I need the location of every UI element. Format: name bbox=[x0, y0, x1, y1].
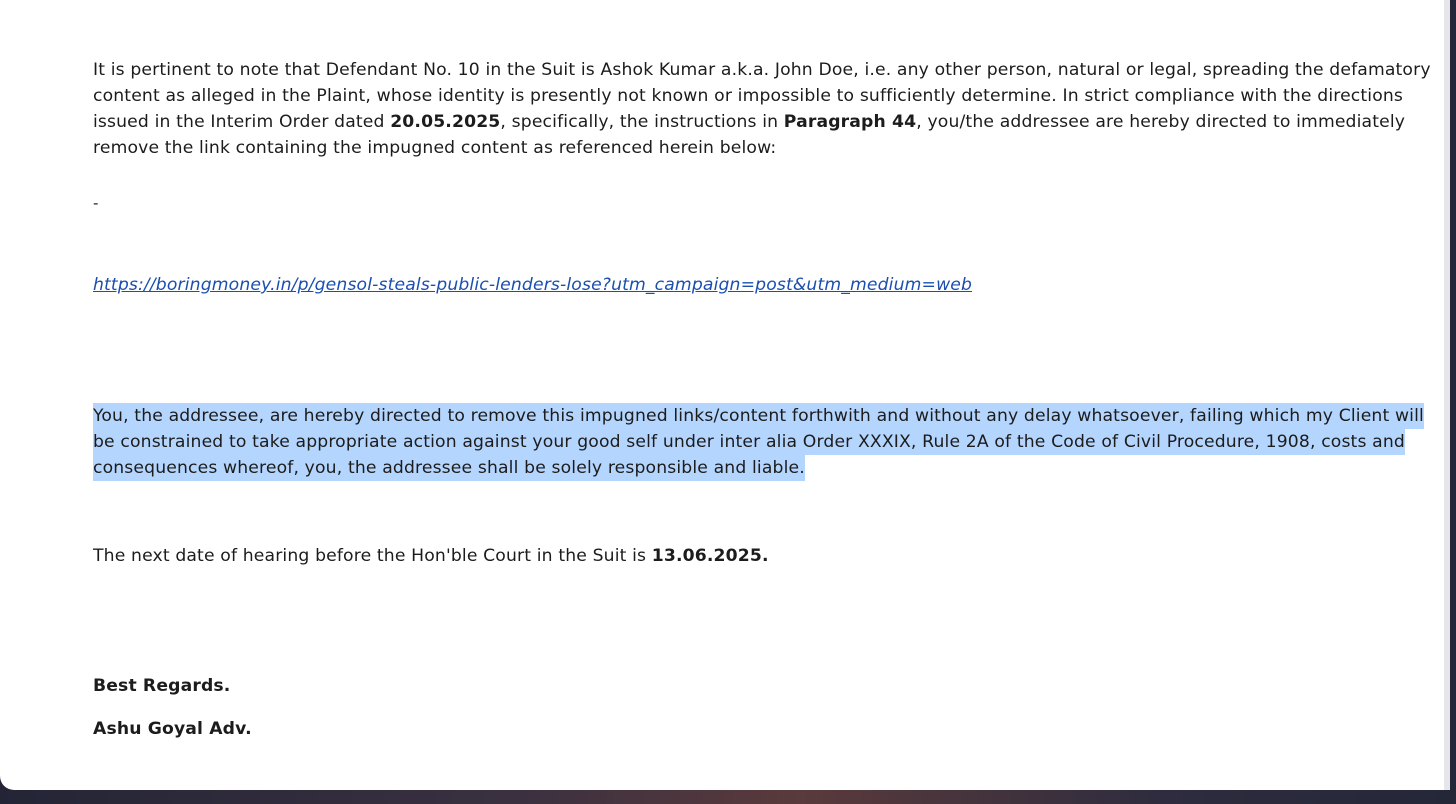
hearing-paragraph bbox=[93, 543, 1433, 569]
email-body bbox=[93, 57, 1433, 742]
scrollbar-track[interactable] bbox=[1444, 0, 1450, 790]
paragraph-reference: Paragraph 44 bbox=[783, 112, 917, 132]
link-line bbox=[93, 272, 1433, 298]
intro-text-2: , specifically, the instructions in bbox=[500, 112, 784, 132]
intro-paragraph bbox=[93, 57, 1433, 161]
impugned-link[interactable]: https://boringmoney.in/p/gensol-steals-public-lenders-lose?utm_campaign=post&utm_medium=web bbox=[93, 275, 973, 295]
directive-paragraph bbox=[93, 403, 1433, 481]
hearing-text: The next date of hearing before the Hon'ble Court in the Suit is bbox=[93, 546, 652, 566]
selected-text: You, the addressee, are hereby directed to remove this impugned links/content forthwith and without any delay whatsoever, failing which my Client will be constrained to take appropriate action against your good self under inter alia Order XXXIX, Rule 2A of the Code of Civil Procedure, 1908, costs and consequences whereof, you, the addressee shall be solely responsible and liable. bbox=[93, 403, 1424, 481]
hearing-date: 13.06.2025. bbox=[651, 546, 769, 566]
intro-text-1: It is pertinent to note that Defendant No. 10 in the Suit is Ashok Kumar a.k.a. John Doe, i.e. any other person, natural or legal, spreading the defamatory content as alleged in the Plaint, whose identity is presently not known or impossible to sufficiently determine. In strict compliance with the directions issued in the Interim Order dated bbox=[93, 60, 1431, 132]
stray-mark: - bbox=[93, 194, 99, 212]
signature-name: Ashu Goyal Adv. bbox=[93, 719, 252, 739]
intro-text-3: , you/the addressee are hereby directed to immediately remove the link containing the impugned content as referenced herein below: bbox=[93, 112, 1406, 158]
order-date: 20.05.2025 bbox=[390, 112, 501, 132]
closing-line: Best Regards. bbox=[93, 676, 231, 696]
